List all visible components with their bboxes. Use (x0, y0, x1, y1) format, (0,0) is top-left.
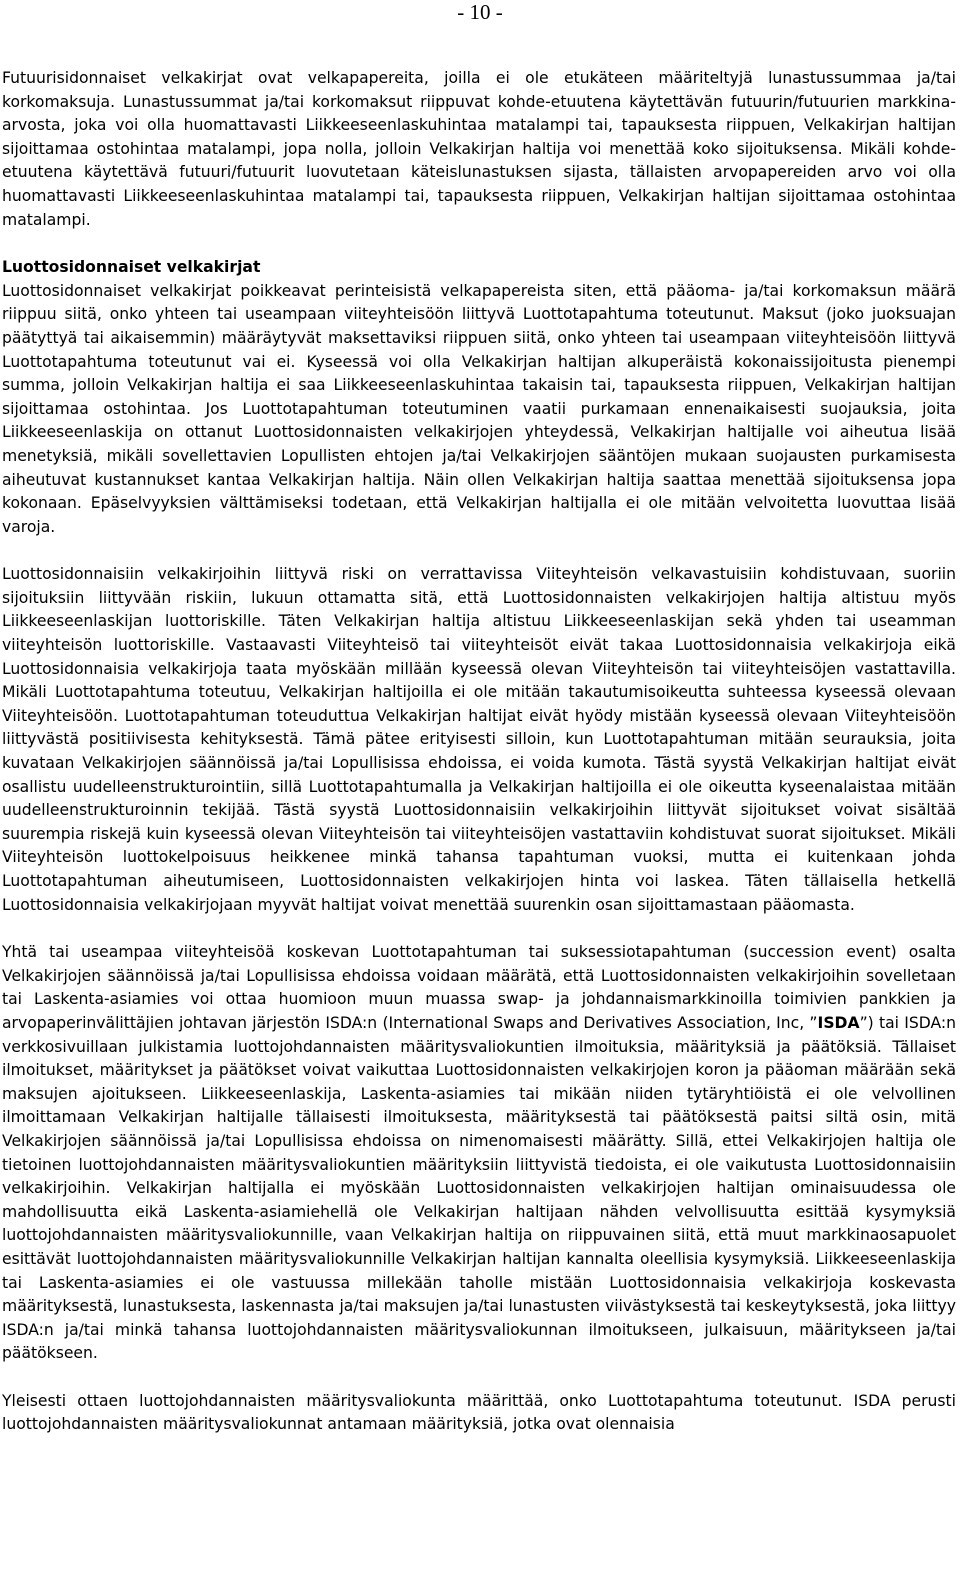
paragraph-isda-determinations (2, 941, 956, 1366)
paragraph-spacer (2, 539, 956, 563)
isda-abbreviation: ISDA (817, 1013, 860, 1032)
page-number: - 10 - (457, 0, 503, 24)
document-body (2, 67, 956, 1437)
paragraph-futures-linked-notes: Futuurisidonnaiset velkakirjat ovat velkapapereita, joilla ei ole etukäteen määriteltyjä lunastussummaa ja/tai korkomaksuja. Lunastussummat ja/tai korkomaksut riippuvat kohde-etuutena käytettävän futuurin/futuurien markkina-arvosta, joka voi olla huomattavasti Liikkeeseenlaskuhintaa matalampi tai, tapauksesta riippuen, Velkakirjan haltijan sijoittamaa ostohintaa matalampi, jopa nolla, jolloin Velkakirjan haltija voi menettää koko sijoituksensa. Mikäli kohde-etuutena käytettävä futuuri/futuurit luovutetaan käteislunastuksen sijasta, tällaisten arvopapereiden arvo voi olla huomattavasti Liikkeeseenlaskuhintaa matalampi tai, tapauksesta riippuen, Velkakirjan haltijan sijoittamaa ostohintaa matalampi. (2, 69, 956, 229)
paragraph-credit-risk: Luottosidonnaisiin velkakirjoihin liittyvä riski on verrattavissa Viiteyhteisön velkavastuisiin kohdistuvaan, suoriin sijoituksiin liittyvään riskiin, lukuun ottamatta sitä, että Luottosidonnaisten velkakirjojen haltija altistuu myös Liikkeeseenlaskijan luottoriskille. Täten Velkakirjan haltija altistuu Liikkeeseenlaskijan sekä yhden tai useamman viiteyhteisön luottoriskille. Vastaavasti Viiteyhteisö tai viiteyhteisöt eivät takaa Luottosidonnaisia velkakirjoja eikä Luottosidonnaisia velkakirjoja taata myöskään millään kyseessä olevan Viiteyhteisön tai viiteyhteisöjen vastattavilla. Mikäli Luottotapahtuma toteutuu, Velkakirjan haltijoilla ei ole mitään takautumisoikeutta suhteessa kyseessä olevaan Viiteyhteisöön. Luottotapahtuman toteuduttua Velkakirjan haltijat eivät hyödy mistään kyseessä olevaan Viiteyhteisöön liittyvästä positiivisesta kehityksestä. Tämä pätee erityisesti silloin, kun Luottotapahtuman mitään seurauksia, joita kuvataan Velkakirjojen säännöissä ja/tai Lopullisissa ehdoissa, ei voida kumota. Tästä syystä Velkakirjan haltijat eivät osallistu uudelleenstrukturointiin, sillä Luottotapahtumalla ja Velkakirjan haltijoilla ei ole oikeutta kyseenalaistaa mitään uudelleenstrukturoinnin tekijää. Tästä syystä Luottosidonnaisiin velkakirjoihin liittyvät sijoitukset voivat sisältää suurempia riskejä kuin kyseessä olevan Viiteyhteisön tai viiteyhteisöjen vastattaviin kohdistuvat suorat sijoitukset. Mikäli Viiteyhteisön luottokelpoisuus heikkenee minkä tahansa tapahtuman vuoksi, mutta ei kuitenkaan johda Luottotapahtuman aiheutumiseen, Luottosidonnaisten velkakirjojen hinta voi laskea. Täten tällaisella hetkellä Luottosidonnaisia velkakirjojaan myyvät haltijat voivat menettää suurenkin osan sijoittamastaan pääomasta. (2, 565, 956, 914)
isda-text-part1: Yhtä tai useampaa viiteyhteisöä koskevan Luottotapahtuman tai suksessiotapahtuman (succession event) osalta Velkakirjojen säännöissä ja/tai Lopullisissa ehdoissa voidaan määrätä, että Luottosidonnaisten velkakirjoihin sovelletaan tai Laskenta-asiamies voi ottaa huomioon muun muassa swap- ja johdannaismarkkinoilla toimivien pankkien ja arvopaperinvälittäjien johtavan järjestön ISDA:n (International Swaps and Derivatives Association, Inc, ” (2, 943, 956, 1032)
paragraph-credit-linked-notes-intro: Luottosidonnaiset velkakirjat poikkeavat perinteisistä velkapapereista siten, että pääoma- ja/tai korkomaksun määrä riippuu siitä, onko yhteen tai useampaan viiteyhteisöön liittyvä Luottotapahtuma toteutunut. Maksut (joko juoksuajan päätyttyä tai aikaisemmin) määräytyvät maksettaviksi riippuen siitä, onko yhteen tai useampaan viiteyhteisöön liittyvä Luottotapahtuma toteutunut vai ei. Kyseessä voi olla Velkakirjan haltijan alkuperäistä kokonaissijoitusta pienempi summa, jolloin Velkakirjan haltija ei saa Liikkeeseenlaskuhintaa takaisin tai, tapauksesta riippuen, Velkakirjan haltijan sijoittamaa ostohintaa. Jos Luottotapahtuman toteutuminen vaatii purkamaan ennenaikaisesti suojauksia, joita Liikkeeseenlaskija on ottanut Luottosidonnaisten velkakirjojen yhteydessä, Velkakirjan haltijalle voi aiheutua lisää menetyksiä, mikäli sovellettavien Lopullisten ehtojen ja/tai Velkakirjojen sääntöjen mukaan suojausten purkamisesta aiheutuvat kustannukset kantaa Velkakirjan haltija. Näin ollen Velkakirjan haltija saattaa menettää sijoituksensa jopa kokonaan. Epäselvyyksien välttämiseksi todetaan, että Velkakirjan haltijalla ei ole mitään velvoitetta luovuttaa lisää varoja. (2, 281, 956, 536)
paragraph-determinations-committee: Yleisesti ottaen luottojohdannaisten määritysvaliokunta määrittää, onko Luottotapahtuma toteutunut. ISDA perusti luottojohdannaisten määritysvaliokunnat antamaan määrityksiä, jotka ovat olennaisia (2, 1391, 956, 1434)
paragraph-spacer (2, 232, 956, 256)
paragraph-spacer (2, 917, 956, 941)
paragraph-spacer (2, 1366, 956, 1390)
section-heading-credit-linked-notes: Luottosidonnaiset velkakirjat (2, 258, 261, 277)
isda-text-part2: ”) tai ISDA:n verkkosivuillaan julkistamia luottojohdannaisten määritysvaliokuntien ilmoituksia, määrityksiä ja päätöksiä. Tällaiset ilmoitukset, määritykset ja päätökset voivat vaikuttaa Luottosidonnaisten velkakirjojen koron ja pääoman määrään sekä maksujen ajoitukseen. Liikkeeseenlaskija, Laskenta-asiamies tai mikään niiden tytäryhtiöistä ei ole velvollinen ilmoittamaan Velkakirjan haltijalle tällaisesti ilmoituksesta, määrityksestä tai päätöksestä paitsi siltä osin, mitä Velkakirjojen säännöissä ja/tai Lopullisissa ehdoissa on nimenomaisesti määrätty. Sillä, ettei Velkakirjojen haltija ole tietoinen luottojohdannaisten määritysvaliokuntien määrityksiin liittyvistä tiedoista, ei ole vaikutusta Luottosidonnaisiin velkakirjoihin. Velkakirjan haltijalla ei myöskään Luottosidonnaisten velkakirjojen haltijan ominaisuudessa ole mahdollisuutta eikä Laskenta-asiamiehellä ole Velkakirjan haltijaan nähden velvollisuutta esittää kysymyksiä luottojohdannaisten määritysvaliokunnille, vaan Velkakirjan haltija on riippuvainen siitä, että muut markkinaosapuolet esittävät luottojohdannaisten määritysvaliokunnille Velkakirjan haltijan kannalta oleellisia kysymyksiä. Liikkeeseenlaskija tai Laskenta-asiamies ei ole vastuussa millekään taholle mistään Luottosidonnaisia velkakirjoja koskevasta määrityksestä, lunastuksesta, laskennasta ja/tai maksujen ja/tai lunastusten viivästyksestä tai keskeytyksestä, joka liittyy ISDA:n ja/tai minkä tahansa luottojohdannaisten määritysvaliokunnan ilmoitukseen, julkaisuun, määritykseen ja/tai päätökseen. (2, 1013, 956, 1363)
